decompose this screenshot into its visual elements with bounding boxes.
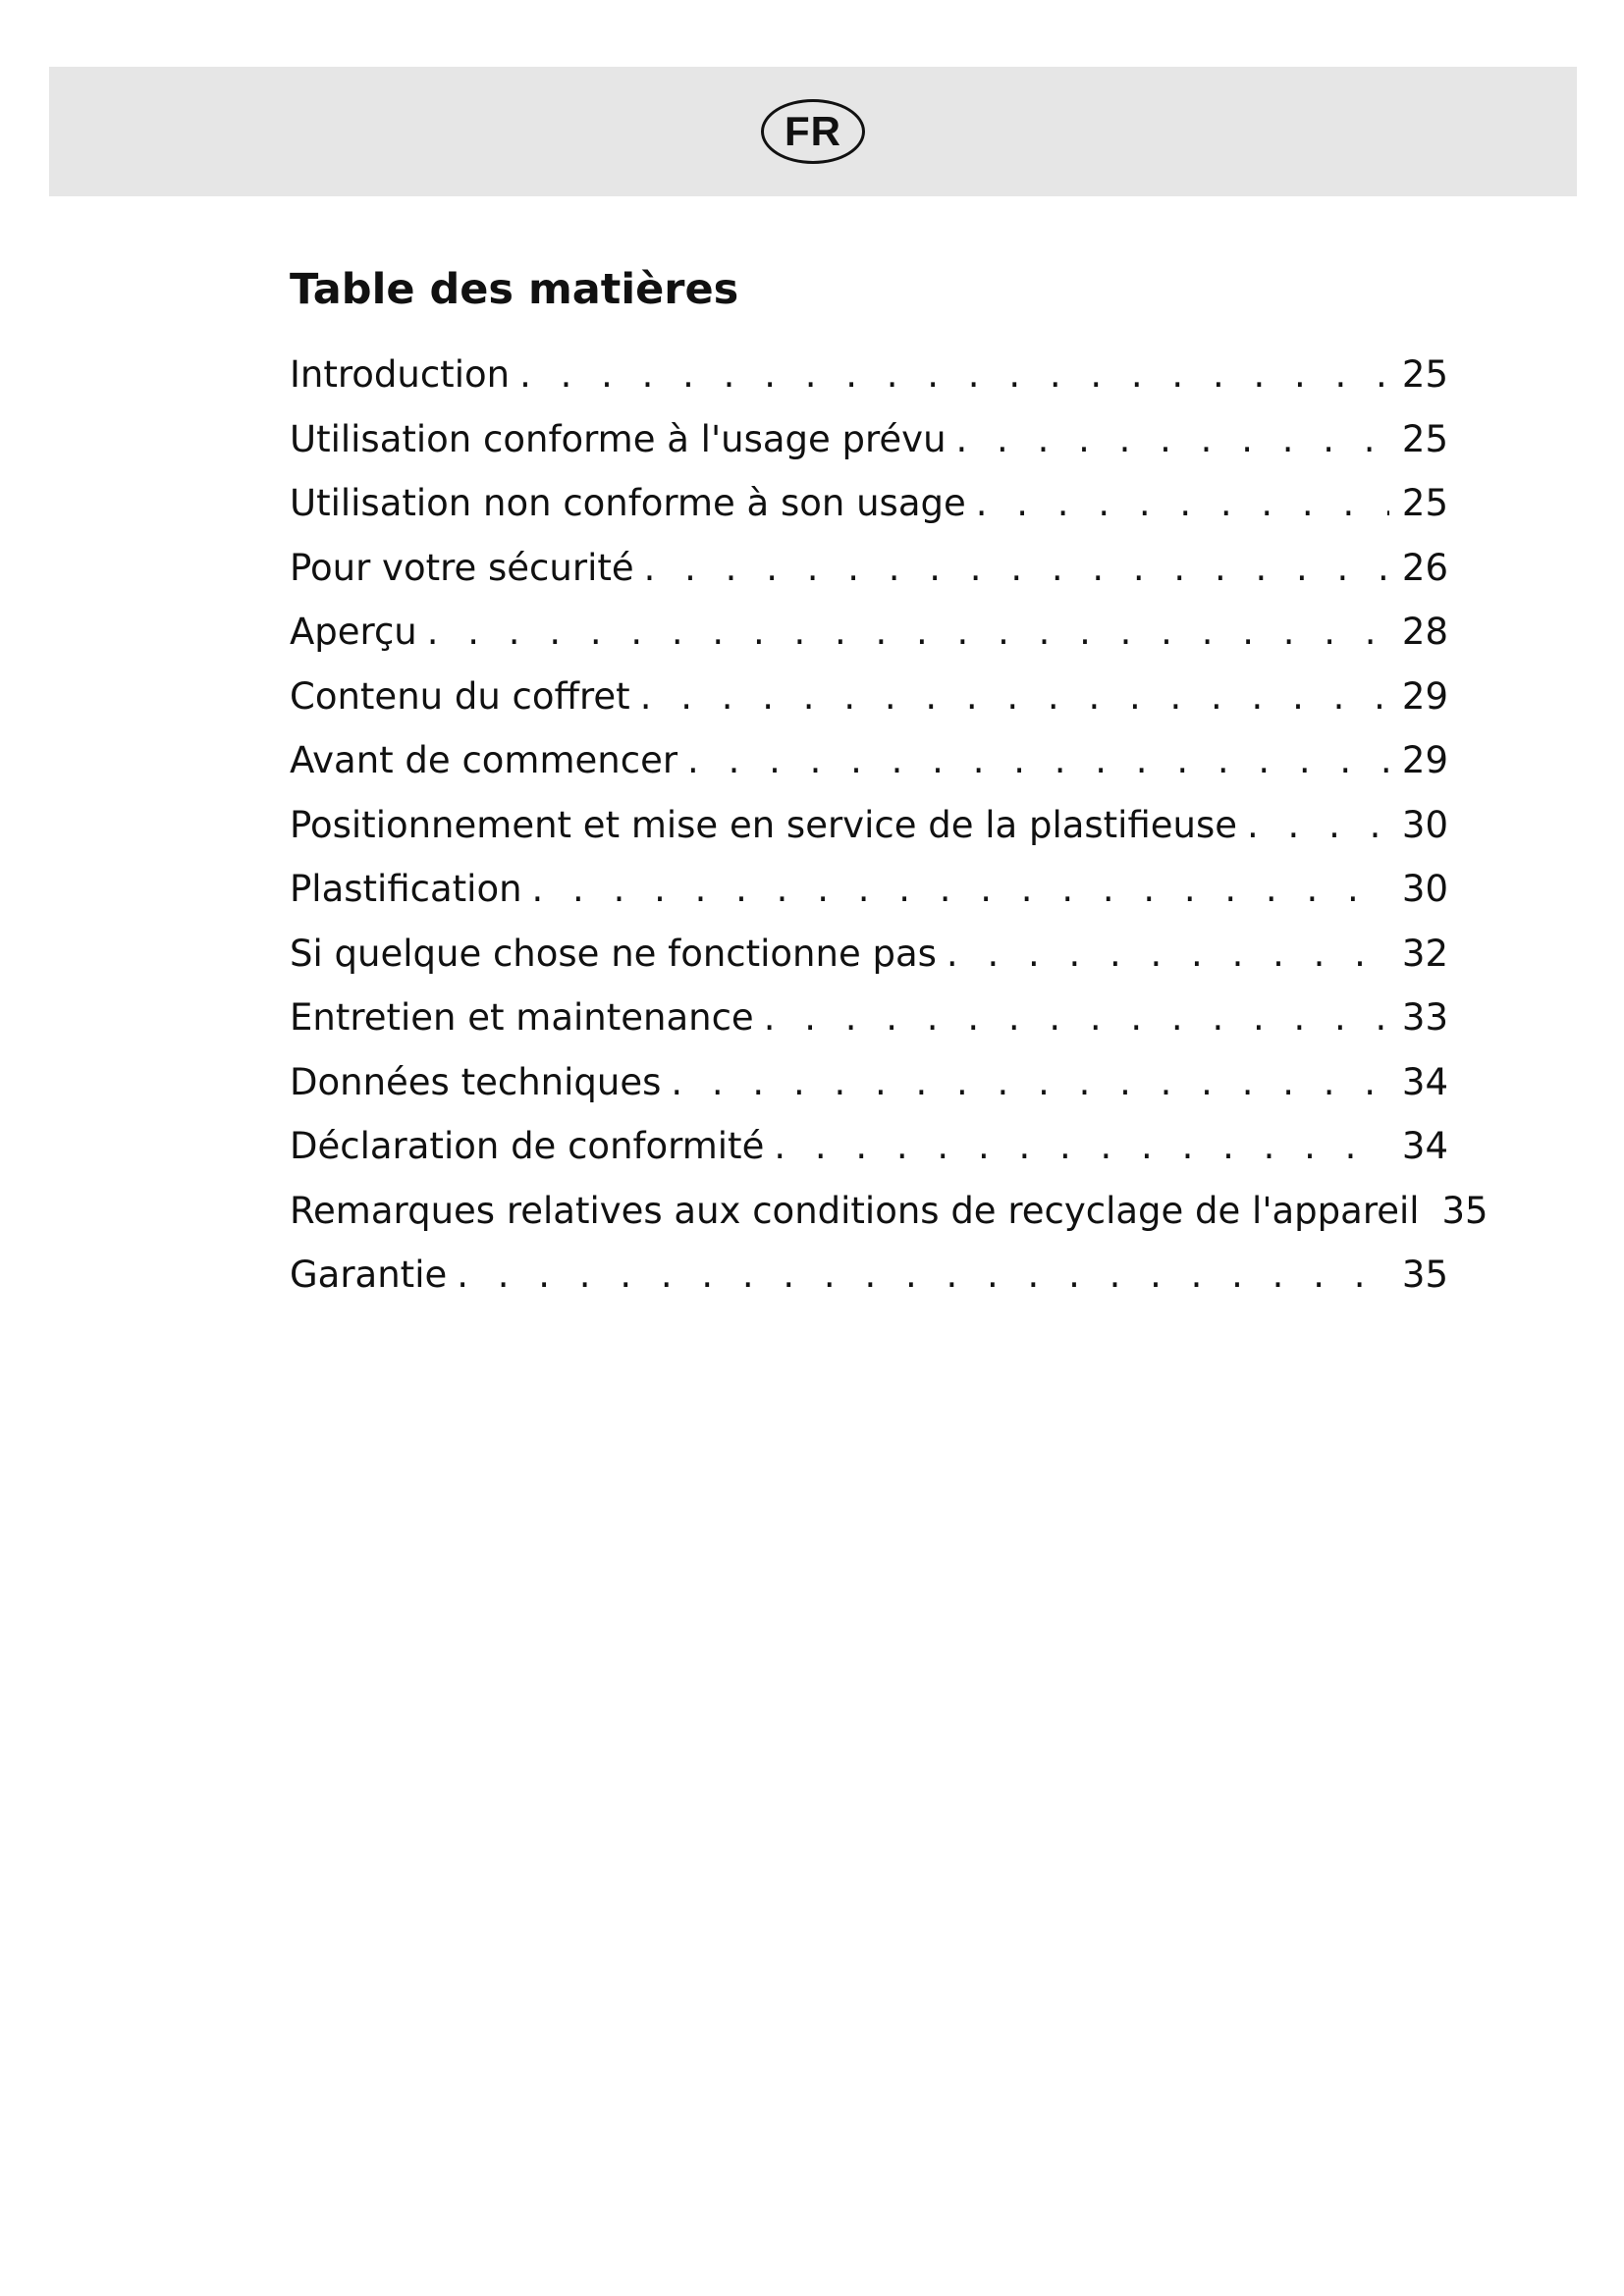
toc-entry-label: Remarques relatives aux conditions de recyclage de l'appareil [290, 1189, 1420, 1232]
toc-dot-leader [532, 868, 1389, 910]
toc-entry-page: 35 [1441, 1189, 1489, 1232]
toc-dot-leader [976, 482, 1389, 524]
toc-entry-label: Avant de commencer [290, 739, 678, 781]
toc-entry-label: Pour votre sécurité [290, 546, 634, 589]
toc-entry-positionnement[interactable] [290, 804, 1448, 869]
toc-dot-leader [519, 353, 1389, 396]
toc-entry-label: Plastification [290, 868, 522, 910]
toc-entry-page: 26 [1401, 546, 1448, 589]
toc-entry-label: Entretien et maintenance [290, 996, 754, 1039]
toc-entry-contenu-coffret[interactable] [290, 675, 1448, 740]
toc-entry-securite[interactable] [290, 547, 1448, 612]
toc-entry-page: 25 [1401, 417, 1448, 460]
toc-dot-leader [687, 739, 1389, 781]
language-badge: FR [761, 99, 865, 164]
toc-entry-label: Utilisation non conforme à son usage [290, 482, 966, 524]
toc-entry-page: 33 [1401, 996, 1448, 1039]
toc-entry-garantie[interactable] [290, 1254, 1448, 1318]
toc-dot-leader [1247, 804, 1389, 846]
toc-entry-label: Déclaration de conformité [290, 1125, 765, 1167]
toc-entry-label: Positionnement et mise en service de la plastifieuse [290, 803, 1238, 846]
toc-entry-page: 25 [1401, 353, 1448, 396]
toc-entry-page: 34 [1401, 1125, 1448, 1167]
toc-entry-page: 30 [1401, 803, 1448, 846]
toc-entry-introduction[interactable] [290, 353, 1448, 418]
toc-dot-leader [671, 1061, 1389, 1103]
toc-entry-label: Introduction [290, 353, 511, 396]
toc-dot-leader [947, 933, 1389, 975]
toc-entry-label: Aperçu [290, 611, 417, 653]
toc-entry-page: 29 [1401, 739, 1448, 781]
toc-dot-leader [427, 611, 1389, 653]
toc-entry-label: Garantie [290, 1254, 448, 1296]
toc-dot-leader [640, 675, 1389, 718]
toc-dot-leader [956, 418, 1389, 460]
toc-entry-label: Données techniques [290, 1060, 662, 1103]
toc-entry-utilisation-conforme[interactable] [290, 418, 1448, 483]
toc-entry-page: 32 [1401, 932, 1448, 975]
toc-entry-declaration-conformite[interactable] [290, 1125, 1448, 1190]
toc-entry-apercu[interactable] [290, 611, 1448, 675]
toc-title: Table des matières [290, 265, 739, 314]
toc-entry-label: Si quelque chose ne fonctionne pas [290, 932, 937, 975]
toc-entry-page: 25 [1401, 482, 1448, 524]
toc-entry-page: 28 [1401, 611, 1448, 653]
toc-dot-leader [764, 996, 1389, 1039]
toc-dot-leader [457, 1254, 1389, 1296]
toc-entry-plastification[interactable] [290, 868, 1448, 933]
toc-entry-page: 34 [1401, 1060, 1448, 1103]
toc-entry-donnees-techniques[interactable] [290, 1061, 1448, 1126]
toc-dot-leader [774, 1125, 1389, 1167]
toc-entry-utilisation-non-conforme[interactable] [290, 482, 1448, 547]
header-band [49, 67, 1577, 196]
toc-entry-page: 30 [1401, 868, 1448, 910]
toc-entry-label: Contenu du coffret [290, 674, 630, 718]
toc-entry-depannage[interactable] [290, 933, 1448, 997]
toc-entry-recyclage[interactable] [290, 1189, 1489, 1255]
toc-dot-leader [644, 547, 1389, 589]
toc-entry-avant-commencer[interactable] [290, 739, 1448, 804]
toc-entry-page: 29 [1401, 674, 1448, 718]
toc-entry-page: 35 [1401, 1254, 1448, 1296]
toc-list [290, 353, 1489, 1318]
toc-entry-label: Utilisation conforme à l'usage prévu [290, 417, 947, 460]
toc-entry-entretien[interactable] [290, 996, 1448, 1061]
